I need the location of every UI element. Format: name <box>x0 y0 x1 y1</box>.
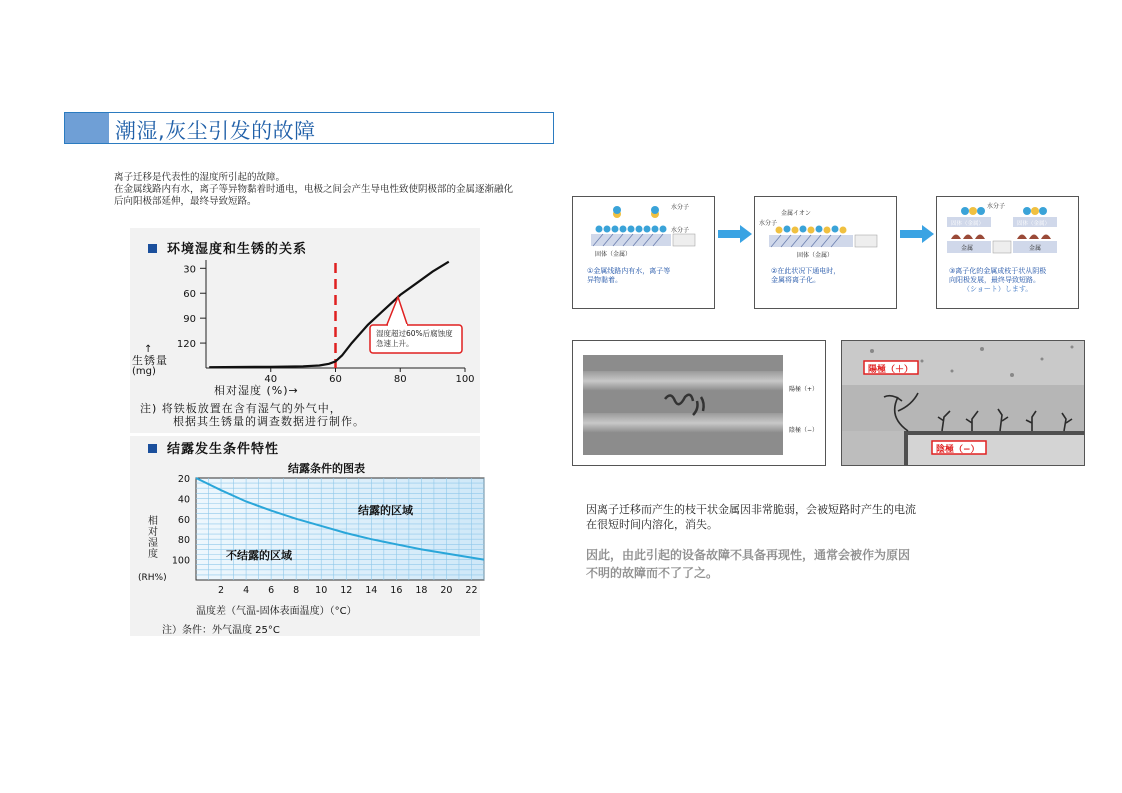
dew-x-label: 温度差（气温-固体表面温度）（°C） <box>196 606 357 617</box>
diagram-1-caption <box>587 267 670 285</box>
heading-square-icon <box>148 444 157 453</box>
dew-chart-title: 结露条件的图表 <box>288 462 365 475</box>
rust-x-tick-label: 60 <box>329 374 342 385</box>
dew-x-tick-label: 10 <box>315 585 328 596</box>
diagram-step-2 <box>754 196 897 309</box>
diagram-2-caption-1: ②在此状况下通电时， <box>771 267 841 275</box>
explanation-text <box>586 502 916 532</box>
rust-y-tick-label: 90 <box>183 314 196 326</box>
rust-x-label: 相对湿度 (%)→ <box>214 384 299 397</box>
title-accent <box>65 113 109 143</box>
y-unit: (mg) <box>132 366 156 377</box>
rust-y-tick-label: 120 <box>176 339 196 351</box>
diagram-3-graphic <box>937 197 1078 259</box>
dew-y-tick-label: 60 <box>177 514 190 526</box>
photo-left-label-anode: 陽極（+） <box>789 386 819 393</box>
rust-heading-text: 环境湿度和生锈的关系 <box>167 242 308 257</box>
callout-line-1: 湿度超过60%后腐蚀度 <box>376 329 453 338</box>
diagram-1-label-a: 水分子 <box>671 204 690 211</box>
diagram-3-label-c: 固体（金属） <box>1017 221 1051 227</box>
heading-square-icon <box>148 244 157 253</box>
rust-y-tick-label: 60 <box>183 289 196 301</box>
rust-y-label <box>132 344 192 377</box>
y-label-text: 生锈量 <box>132 354 168 367</box>
diagram-2-label-b: 水分子 <box>759 220 778 227</box>
diagram-1-label-b: 水分子 <box>671 227 690 234</box>
dew-x-tick-label: 14 <box>365 585 378 596</box>
rust-note-1: 注) 将铁板放置在含有湿气的外气中， <box>140 402 342 415</box>
diagram-2-caption <box>771 267 840 285</box>
photo-left-label-cathode: 陰極（−） <box>789 427 819 434</box>
rust-x-tick-label: 100 <box>455 374 475 385</box>
dew-x-tick-label: 20 <box>440 585 453 596</box>
diagram-2-label-a: 金属イオン <box>781 210 811 217</box>
photo-left-graphic <box>573 341 825 465</box>
diagram-3-label-b: 固体（金属） <box>951 221 985 227</box>
conclusion-line-2: 不明的故障而不了了之。 <box>586 566 719 580</box>
dew-y-tick-label: 20 <box>177 474 190 485</box>
dew-x-tick-label: 2 <box>218 585 225 596</box>
dew-x-tick-label: 16 <box>390 585 403 596</box>
dew-y-tick-label: 100 <box>171 555 190 567</box>
intro-line-2: 在金属线路内有水，离子等异物黏着时通电，电极之间会产生导电性致使阴极部的金属逐渐融化 <box>114 184 514 195</box>
diagram-3-label-e: 金属 <box>1029 245 1042 252</box>
explanation-line-1: 因离子迁移而产生的枝干状金属因非常脆弱，会被短路时产生的电流 <box>586 503 916 516</box>
dew-x-tick-label: 12 <box>340 585 353 596</box>
rust-y-tick-label: 30 <box>183 264 196 276</box>
diagram-3-caption-1: ③离子化的金属成枝于状从阴极 <box>949 267 1047 275</box>
callout-line-2: 急速上升。 <box>376 339 414 348</box>
callout-text <box>376 329 453 349</box>
region-below-label: 不结露的区域 <box>226 549 292 562</box>
conclusion-text <box>586 546 910 582</box>
dew-chart-heading <box>148 438 279 457</box>
dew-note: 注）条件：外气温度 25°C <box>162 625 280 636</box>
dew-x-tick-label: 22 <box>465 585 478 596</box>
dew-x-tick-label: 18 <box>415 585 428 596</box>
explanation-line-2: 在很短时间内溶化，消失。 <box>586 518 718 531</box>
dew-y-unit: (RH%) <box>138 573 167 583</box>
callout-pointer <box>386 297 408 327</box>
page-title-bar <box>64 112 554 144</box>
rust-x-tick-label: 80 <box>393 374 407 385</box>
diagram-1-caption-1: ①金属线路内有水，离子等 <box>587 267 671 275</box>
diagram-3-label-d: 金属 <box>961 245 974 252</box>
dew-x-tick-label: 6 <box>268 585 275 596</box>
diagram-1-caption-2: 异物黏着。 <box>587 276 622 284</box>
photo-left <box>572 340 826 466</box>
photo-right <box>841 340 1085 466</box>
intro-line-3: 后向阳极部延伸，最终导致短路。 <box>114 196 257 207</box>
diagram-1-graphic <box>573 197 714 257</box>
diagram-1-base: 固体（金属） <box>595 251 632 258</box>
dew-chart-svg <box>130 470 490 600</box>
arrow-right-icon <box>716 224 754 244</box>
arrow-right-icon <box>898 224 936 244</box>
diagram-3-caption-2: 向阳极发展，最终导致短路。 <box>949 276 1040 284</box>
diagram-3-label-a: 水分子 <box>987 203 1006 210</box>
diagram-3-caption-3: （ショート）します。 <box>963 285 1033 293</box>
dew-y-tick-label: 80 <box>177 535 190 547</box>
diagram-step-1 <box>572 196 715 309</box>
rust-x-tick-label: 40 <box>264 374 278 385</box>
diagram-2-caption-2: 金属将离子化。 <box>771 276 820 284</box>
diagram-step-3 <box>936 196 1079 309</box>
diagram-2-graphic <box>755 197 896 257</box>
diagram-3-caption <box>949 267 1046 294</box>
photo-right-label-cathode: 陰極（−） <box>936 445 980 455</box>
rust-note-2: 根据其生锈量的调查数据进行制作。 <box>173 415 365 428</box>
region-above-label: 结露的区域 <box>358 504 413 517</box>
dew-y-label: 相对湿度 <box>148 516 158 560</box>
dew-x-tick-label: 4 <box>243 585 250 596</box>
page-title: 潮湿,灰尘引发的故障 <box>115 119 316 143</box>
diagram-2-base: 固体（金属） <box>797 252 834 259</box>
dew-x-tick-label: 8 <box>293 585 300 596</box>
conclusion-line-1: 因此，由此引起的设备故障不具备再现性，通常会被作为原因 <box>586 548 911 562</box>
y-arrow: ↑ <box>144 344 153 355</box>
dew-y-tick-label: 40 <box>177 494 190 506</box>
photo-right-label-anode: 陽極（＋） <box>868 365 914 375</box>
intro-line-1: 离子迁移是代表性的湿度所引起的故障。 <box>114 172 286 183</box>
dew-heading-text: 结露发生条件特性 <box>167 442 280 457</box>
